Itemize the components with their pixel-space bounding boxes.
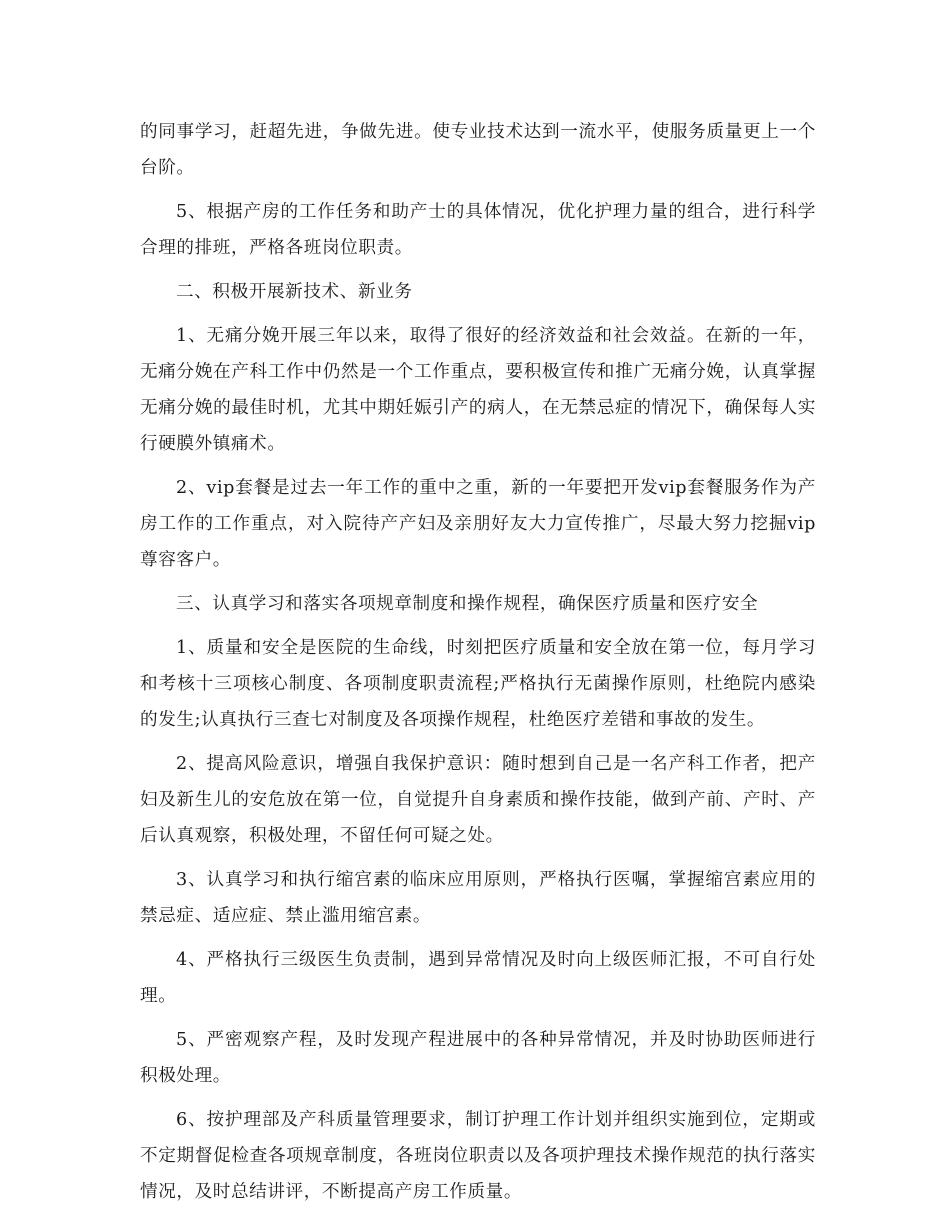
section-heading-3: 三、认真学习和落实各项规章制度和操作规程，确保医疗质量和医疗安全	[176, 594, 759, 614]
paragraph-item-5-scheduling: 5、根据产房的工作任务和助产士的具体情况，优化护理力量的组合，进行科学合理的排班，严格各班岗位职责。	[140, 202, 816, 258]
paragraph-item-2-vip-package: 2、vip套餐是过去一年工作的重中之重，新的一年要把开发vip套餐服务作为产房工作的工作重点，对入院待产产妇及亲朋好友大力宣传推广，尽最大努力挖掘vip尊容客户。	[140, 478, 816, 570]
paragraph-item-1-painless-delivery: 1、无痛分娩开展三年以来，取得了很好的经济效益和社会效益。在新的一年，无痛分娩在产科工作中仍然是一个工作重点，要积极宣传和推广无痛分娩，认真掌握无痛分娩的最佳时机，尤其中期妊娠引产的病人，在无禁忌症的情况下，确保每人实行硬膜外镇痛术。	[140, 326, 816, 454]
document-body	[140, 114, 816, 1218]
paragraph-item-2-risk-awareness: 2、提高风险意识，增强自我保护意识：随时想到自己是一名产科工作者，把产妇及新生儿的安危放在第一位，自觉提升自身素质和操作技能，做到产前、产时、产后认真观察，积极处理，不留任何可疑之处。	[140, 754, 816, 846]
paragraph-item-1-quality-safety: 1、质量和安全是医院的生命线，时刻把医疗质量和安全放在第一位，每月学习和考核十三项核心制度、各项制度职责流程;严格执行无菌操作原则，杜绝院内感染的发生;认真执行三查七对制度及各项操作规程，杜绝医疗差错和事故的发生。	[140, 638, 816, 730]
paragraph-continuation: 的同事学习，赶超先进，争做先进。使专业技术达到一流水平，使服务质量更上一个台阶。	[140, 122, 816, 178]
section-heading-2: 二、积极开展新技术、新业务	[176, 282, 413, 302]
paragraph-item-6-nursing-plan: 6、按护理部及产科质量管理要求，制订护理工作计划并组织实施到位，定期或不定期督促检查各项规章制度，各班岗位职责以及各项护理技术操作规范的执行落实情况，及时总结讲评，不断提高产房工作质量。	[140, 1110, 816, 1202]
paragraph-item-3-oxytocin: 3、认真学习和执行缩宫素的临床应用原则，严格执行医嘱，掌握缩宫素应用的禁忌症、适应症、禁止滥用缩宫素。	[140, 870, 816, 926]
paragraph-item-4-three-level: 4、严格执行三级医生负责制，遇到异常情况及时向上级医师汇报，不可自行处理。	[140, 950, 816, 1006]
paragraph-item-5-labor-observation: 5、严密观察产程，及时发现产程进展中的各种异常情况，并及时协助医师进行积极处理。	[140, 1030, 816, 1086]
